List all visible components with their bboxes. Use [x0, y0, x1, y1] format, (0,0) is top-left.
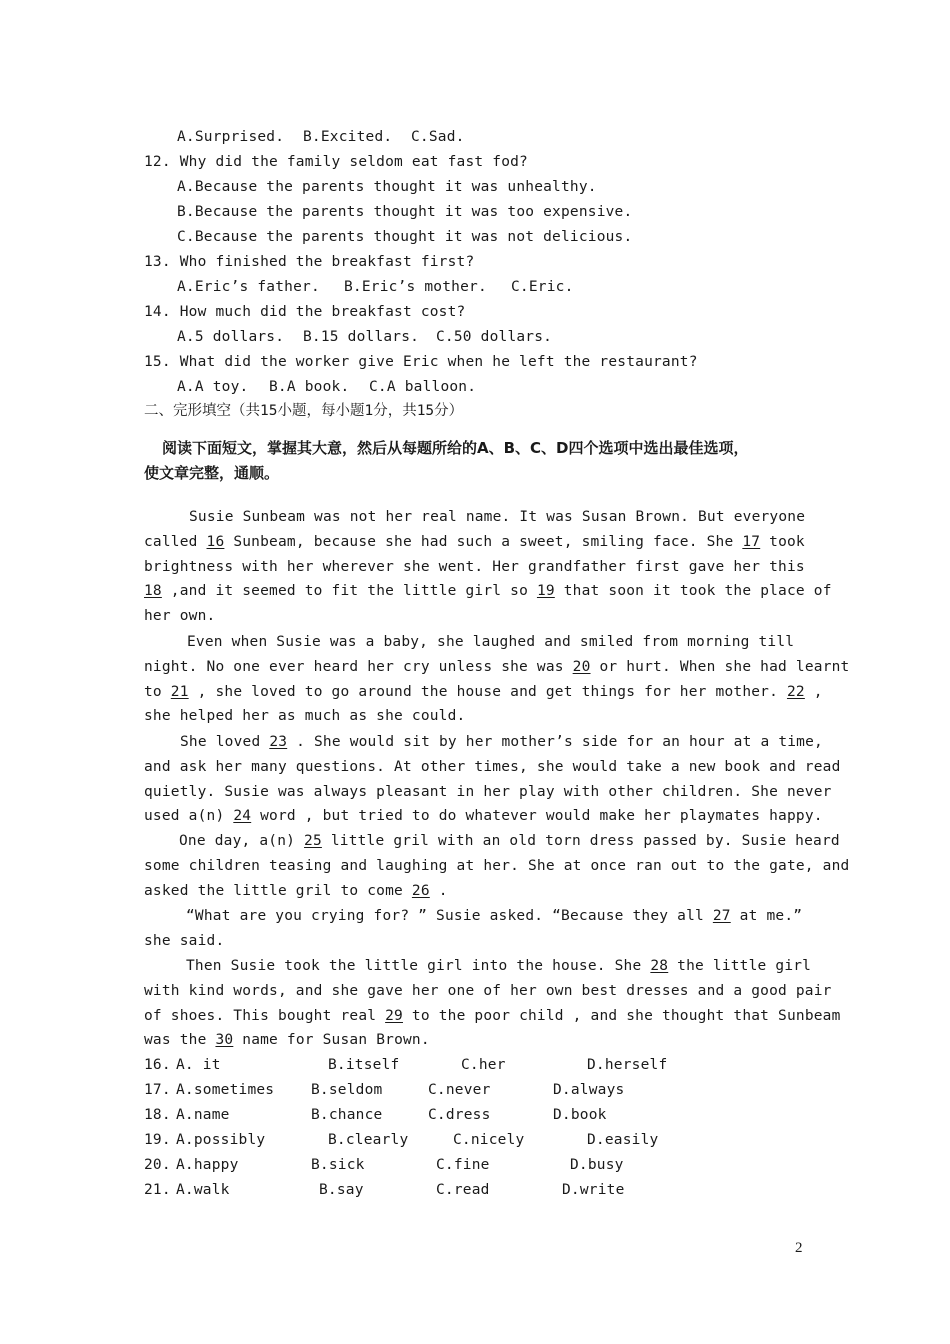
passage-line: [144, 532, 805, 552]
passage-text: called: [144, 533, 207, 550]
q15-option-c: C.A balloon.: [369, 379, 477, 395]
passage-line: [144, 657, 849, 677]
q13-option-b: B.Eric’s mother.: [344, 279, 487, 295]
question-option: C.dress: [428, 1107, 491, 1123]
passage-text: Sunbeam, because she had such a sweet, smiling face. She: [224, 533, 743, 550]
passage-text: used a(n): [144, 808, 234, 825]
question-option: A.possibly: [176, 1132, 266, 1148]
question-number: 20.: [144, 1157, 171, 1173]
question-number: 19.: [144, 1132, 171, 1148]
passage-text: ,: [804, 683, 823, 700]
passage-line: [144, 581, 832, 601]
blank-number: 23: [269, 734, 288, 750]
passage-line: [179, 831, 840, 851]
passage-line: [144, 806, 823, 826]
question-option: D.herself: [587, 1057, 668, 1073]
passage-text: or hurt. When she had learnt: [590, 658, 850, 675]
question-number: 21.: [144, 1182, 171, 1198]
section-title: 二、完形填空（共15小题，每小题1分，共15分）: [144, 403, 464, 419]
blank-number: 25: [304, 833, 322, 849]
question-option: A.name: [176, 1107, 230, 1123]
blank-number: 21: [170, 683, 189, 700]
q12-option-b: B.Because the parents thought it was too expensive.: [177, 204, 633, 220]
question-option: B.itself: [328, 1057, 400, 1073]
passage-line: quietly. Susie was always pleasant in her play with other children. She never: [144, 783, 832, 800]
question-number: 18.: [144, 1107, 171, 1123]
question-option: D.write: [562, 1182, 625, 1198]
passage-line: [186, 956, 811, 976]
instruction-line-2: 使文章完整，通顺。: [144, 464, 280, 482]
question-option: B.seldom: [311, 1082, 383, 1098]
question-option: A.walk: [176, 1182, 230, 1198]
passage-line: and ask her many questions. At other times, she would take a new book and read: [144, 758, 841, 775]
passage-line: Susie Sunbeam was not her real name. It was Susan Brown. But everyone: [189, 509, 806, 525]
passage-text: that soon it took the place of: [554, 583, 832, 600]
passage-text: word , but tried to do whatever would make her playmates happy.: [251, 808, 823, 825]
blank-number: 19: [536, 583, 555, 600]
passage-text: One day, a(n): [179, 833, 305, 849]
blank-number: 24: [233, 808, 252, 825]
question-option: D.busy: [570, 1157, 624, 1173]
passage-text: of shoes. This bought real: [144, 1007, 386, 1024]
q14-option-a: A.5 dollars.: [177, 329, 285, 345]
blank-number: 28: [650, 958, 669, 974]
q12-option-c: C.Because the parents thought it was not delicious.: [177, 229, 633, 245]
passage-text: ,and it seemed to fit the little girl so: [161, 583, 537, 600]
passage-text: was the: [144, 1032, 216, 1049]
instruction-line-1: 阅读下面短文，掌握其大意，然后从每题所给的A、B、C、D四个选项中选出最佳选项，: [162, 439, 749, 457]
q12-stem: 12. Why did the family seldom eat fast fod?: [144, 154, 528, 170]
q11-option-b: B.Excited.: [303, 129, 393, 145]
question-option: D.easily: [587, 1132, 659, 1148]
question-option: A.sometimes: [176, 1082, 275, 1098]
blank-number: 17: [742, 533, 761, 550]
question-option: B.sick: [311, 1157, 365, 1173]
question-option: C.never: [428, 1082, 491, 1098]
passage-text: took: [760, 533, 805, 550]
passage-text: , she loved to go around the house and get things for her mother.: [188, 683, 787, 700]
q12-option-a: A.Because the parents thought it was unhealthy.: [177, 179, 597, 195]
passage-line: Even when Susie was a baby, she laughed and smiled from morning till: [187, 634, 795, 650]
passage-line: some children teasing and laughing at her. She at once ran out to the gate, and: [144, 857, 850, 874]
question-option: C.read: [436, 1182, 490, 1198]
blank-number: 27: [712, 908, 731, 924]
q11-option-a: A.Surprised.: [177, 129, 285, 145]
blank-number: 22: [786, 683, 805, 700]
passage-line: she helped her as much as she could.: [144, 708, 466, 725]
blank-number: 29: [385, 1007, 403, 1024]
passage-text: the little girl: [668, 958, 812, 974]
q11-option-c: C.Sad.: [411, 129, 465, 145]
passage-text: name for Susan Brown.: [233, 1032, 430, 1049]
passage-line: [180, 732, 823, 752]
passage-line: she said.: [144, 932, 225, 949]
passage-text: night. No one ever heard her cry unless she was: [144, 658, 573, 675]
question-option: C.fine: [436, 1157, 490, 1173]
blank-number: 16: [206, 533, 225, 550]
passage-text: Then Susie took the little girl into the house. She: [186, 958, 651, 974]
q13-option-a: A.Eric’s father.: [177, 279, 320, 295]
passage-text: to the poor child , and she thought that Sunbeam: [402, 1007, 841, 1024]
question-option: B.say: [319, 1182, 364, 1198]
question-option: B.chance: [311, 1107, 383, 1123]
question-option: C.nicely: [453, 1132, 525, 1148]
question-option: A. it: [176, 1057, 221, 1073]
q13-option-c: C.Eric.: [511, 279, 574, 295]
q13-stem: 13. Who finished the breakfast first?: [144, 254, 475, 270]
q14-option-c: C.50 dollars.: [436, 329, 553, 345]
passage-text: . She would sit by her mother’s side for an hour at a time,: [287, 734, 823, 750]
q14-stem: 14. How much did the breakfast cost?: [144, 304, 466, 320]
passage-text: to: [144, 683, 171, 700]
question-option: C.her: [461, 1057, 506, 1073]
passage-text: “What are you crying for? ” Susie asked. “Because they all: [186, 908, 713, 924]
passage-line: her own.: [144, 608, 216, 625]
blank-number: 20: [572, 658, 591, 675]
passage-text: She loved: [180, 734, 270, 750]
q14-option-b: B.15 dollars.: [303, 329, 420, 345]
page-number: 2: [795, 1240, 803, 1256]
question-option: A.happy: [176, 1157, 239, 1173]
passage-text: .: [429, 882, 448, 899]
question-number: 17.: [144, 1082, 171, 1098]
question-number: 16.: [144, 1057, 171, 1073]
passage-line: with kind words, and she gave her one of her own best dresses and a good pair: [144, 982, 832, 999]
q15-stem: 15. What did the worker give Eric when he left the restaurant?: [144, 354, 698, 370]
passage-line: [144, 682, 823, 702]
passage-line: [186, 906, 802, 926]
passage-text: asked the little gril to come: [144, 882, 412, 899]
blank-number: 30: [215, 1032, 234, 1049]
blank-number: 18: [144, 583, 162, 600]
question-option: D.book: [553, 1107, 607, 1123]
passage-line: [144, 1006, 841, 1026]
q15-option-b: B.A book.: [269, 379, 350, 395]
passage-line: [144, 1030, 430, 1050]
passage-text: at me.”: [730, 908, 803, 924]
passage-line: [144, 881, 448, 901]
question-option: B.clearly: [328, 1132, 409, 1148]
question-option: D.always: [553, 1082, 625, 1098]
q15-option-a: A.A toy.: [177, 379, 249, 395]
passage-line: brightness with her wherever she went. Her grandfather first gave her this: [144, 558, 805, 575]
blank-number: 26: [411, 882, 430, 899]
passage-text: little gril with an old torn dress passed by. Susie heard: [321, 833, 840, 849]
